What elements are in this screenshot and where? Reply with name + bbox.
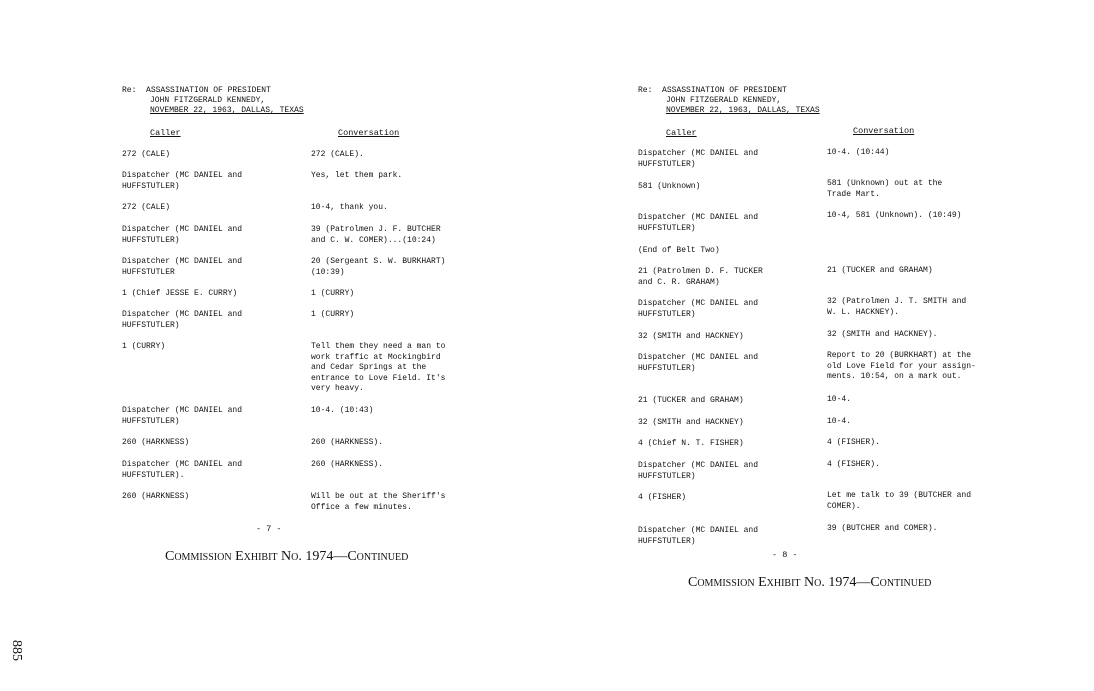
caller-cell: Dispatcher (MC DANIEL and HUFFSTUTLER) xyxy=(638,213,759,233)
conversation-cell: 581 (Unknown) out at the Trade Mart. xyxy=(827,179,943,199)
caller-cell: Dispatcher (MC DANIEL and HUFFSTUTLER) xyxy=(638,353,759,373)
conversation-cell: 260 (HARKNESS). xyxy=(311,438,384,447)
conversation-cell: Yes, let them park. xyxy=(311,171,403,180)
conversation-cell: Report to 20 (BURKHART) at the old Love Field for your assign- ments. 10:54, on a mark out. xyxy=(827,351,976,381)
caller-cell: (End of Belt Two) xyxy=(638,246,720,255)
re-line-3: NOVEMBER 22, 1963, DALLAS, TEXAS xyxy=(150,106,304,115)
caller-cell: Dispatcher (MC DANIEL and HUFFSTUTLER) xyxy=(122,406,243,426)
caller-cell: 21 (TUCKER and GRAHAM) xyxy=(638,396,744,405)
exhibit-caption: Commission Exhibit No. 1974—Continued xyxy=(165,549,409,564)
conversation-cell: Will be out at the Sheriff's Office a few minutes. xyxy=(311,492,446,512)
conversation-cell: 10-4. xyxy=(827,417,852,426)
conversation-cell: 10-4. (10:43) xyxy=(311,406,374,415)
caller-cell: 260 (HARKNESS) xyxy=(122,492,190,501)
conversation-cell: 20 (Sergeant S. W. BURKHART) (10:39) xyxy=(311,257,446,277)
caller-cell: Dispatcher (MC DANIEL and HUFFSTUTLER) xyxy=(638,299,759,319)
re-line-1: ASSASSINATION OF PRESIDENT xyxy=(662,86,787,95)
re-line-1: ASSASSINATION OF PRESIDENT xyxy=(146,86,271,95)
re-block xyxy=(122,86,304,116)
re-label: Re: xyxy=(638,86,653,95)
conversation-cell: 10-4, 581 (Unknown). (10:49) xyxy=(827,211,962,220)
conversation-cell: Tell them they need a man to work traffic at Mockingbird and Cedar Springs at the entrance to Love Field. It's very heavy. xyxy=(311,342,446,393)
caller-cell: 4 (Chief N. T. FISHER) xyxy=(638,439,744,448)
caller-cell: Dispatcher (MC DANIEL and HUFFSTUTLER). xyxy=(122,460,243,480)
caller-cell: 21 (Patrolmen D. F. TUCKER and C. R. GRAHAM) xyxy=(638,267,763,287)
margin-page-number: 885 xyxy=(9,640,24,661)
re-line-2: JOHN FITZGERALD KENNEDY, xyxy=(666,96,782,105)
conversation-cell: 260 (HARKNESS). xyxy=(311,460,384,469)
conversation-cell: 4 (FISHER). xyxy=(827,460,880,469)
page-number: - 8 - xyxy=(772,550,798,560)
caller-cell: 4 (FISHER) xyxy=(638,493,687,502)
conversation-cell: 21 (TUCKER and GRAHAM) xyxy=(827,266,933,275)
caller-cell: Dispatcher (MC DANIEL and HUFFSTUTLER) xyxy=(638,526,759,546)
caller-cell: 32 (SMITH and HACKNEY) xyxy=(638,418,744,427)
caller-cell: 272 (CALE) xyxy=(122,203,171,212)
caller-cell: 260 (HARKNESS) xyxy=(122,438,190,447)
caller-cell: Dispatcher (MC DANIEL and HUFFSTUTLER) xyxy=(122,225,243,245)
conversation-cell: 32 (SMITH and HACKNEY). xyxy=(827,330,938,339)
page-number: - 7 - xyxy=(256,524,282,534)
caller-cell: Dispatcher (MC DANIEL and HUFFSTUTLER) xyxy=(122,171,243,191)
caller-cell: 32 (SMITH and HACKNEY) xyxy=(638,332,744,341)
conversation-cell: 10-4. xyxy=(827,395,852,404)
conversation-header: Conversation xyxy=(338,128,400,138)
conversation-cell: 1 (CURRY) xyxy=(311,310,355,319)
caller-header: Caller xyxy=(666,128,697,138)
conversation-cell: 39 (BUTCHER and COMER). xyxy=(827,524,938,533)
right-page xyxy=(547,0,1094,691)
caller-cell: Dispatcher (MC DANIEL and HUFFSTUTLER) xyxy=(638,149,759,169)
conversation-cell: Let me talk to 39 (BUTCHER and COMER). xyxy=(827,491,972,511)
conversation-cell: 10-4. (10:44) xyxy=(827,148,890,157)
caller-cell: Dispatcher (MC DANIEL and HUFFSTUTLER) xyxy=(638,461,759,481)
caller-cell: Dispatcher (MC DANIEL and HUFFSTUTLER xyxy=(122,257,243,277)
re-block xyxy=(638,86,820,116)
conversation-header: Conversation xyxy=(853,126,915,136)
conversation-cell: 1 (CURRY) xyxy=(311,289,355,298)
conversation-cell: 272 (CALE). xyxy=(311,150,364,159)
caller-cell: 272 (CALE) xyxy=(122,150,171,159)
re-line-2: JOHN FITZGERALD KENNEDY, xyxy=(150,96,266,105)
caller-cell: 1 (Chief JESSE E. CURRY) xyxy=(122,289,238,298)
re-label: Re: xyxy=(122,86,137,95)
conversation-cell: 10-4, thank you. xyxy=(311,203,388,212)
caller-header: Caller xyxy=(150,128,181,138)
caller-cell: 1 (CURRY) xyxy=(122,342,166,351)
exhibit-caption: Commission Exhibit No. 1974—Continued xyxy=(688,575,932,590)
caller-cell: 581 (Unknown) xyxy=(638,182,701,191)
caller-cell: Dispatcher (MC DANIEL and HUFFSTUTLER) xyxy=(122,310,243,330)
re-line-3: NOVEMBER 22, 1963, DALLAS, TEXAS xyxy=(666,106,820,115)
conversation-cell: 4 (FISHER). xyxy=(827,438,880,447)
conversation-cell: 39 (Patrolmen J. F. BUTCHER and C. W. COMER)...(10:24) xyxy=(311,225,441,245)
conversation-cell: 32 (Patrolmen J. T. SMITH and W. L. HACKNEY). xyxy=(827,297,967,317)
